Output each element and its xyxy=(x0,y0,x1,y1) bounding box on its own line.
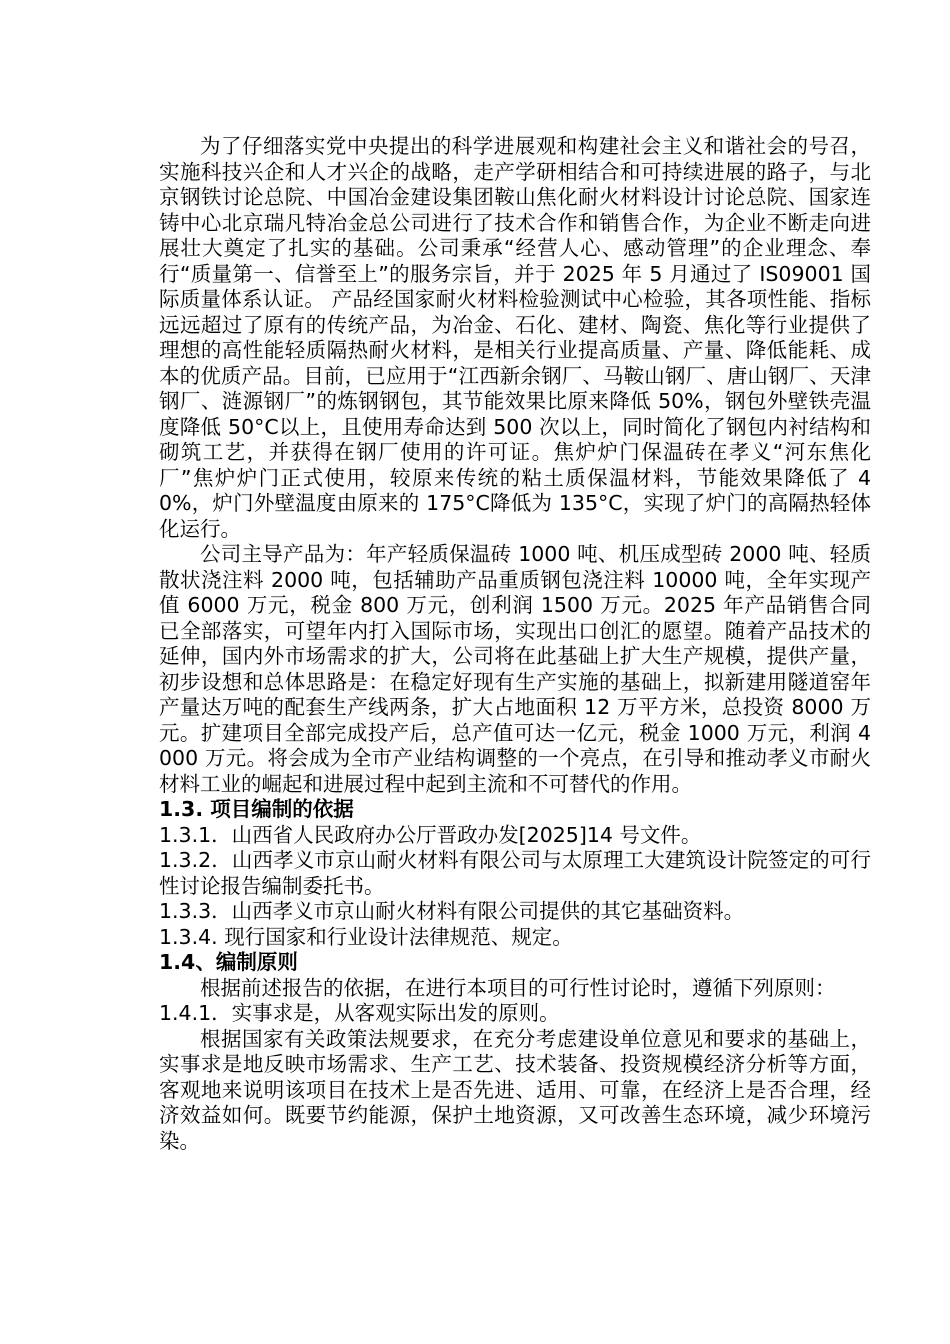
paragraph-main-products: 公司主导产品为：年产轻质保温砖 1000 吨、机压成型砖 2000 吨、轻质散状浇注料 2000 吨，包括辅助产品重质钢包浇注料 10000 吨，全年实现产值 6000 万元，税金 800 万元，创利润 1500 万元。2025 年产品销售合同已全部落实，可望年内打入国际市场，实现出口创汇的愿望。随着产品技术的延伸，国内外市场需求的扩大，公司将在此基础上扩大生产规模，提供产量，初步设想和总体思路是：在稳定好现有生产实施的基础上，拟新建用隧道窑年产量达万吨的配套生产线两条，扩大占地面积 12 万平方米，总投资 8000 万元。扩建项目全部完成投产后，总产值可达一亿元，税金 1000 万元，利润 4000 万元。将会成为全市产业结构调整的一个亮点，在引导和推动孝义市耐火材料工业的崛起和进展过程中起到主流和不可替代的作用。 xyxy=(159,542,871,796)
principles-intro: 根据前述报告的依据，在进行本项目的可行性讨论时，遵循下列原则： xyxy=(200,975,836,1000)
basis-item-3: 1.3.3．山西孝义市京山耐火材料有限公司提供的其它基础资料。 xyxy=(159,899,745,923)
basis-item-4: 1.3.4. 现行国家和行业设计法律规范、规定。 xyxy=(159,924,573,949)
basis-item-2: 1.3.2．山西孝义市京山耐火材料有限公司与太原理工大建筑设计院签定的可行性讨论报告编制委托书。 xyxy=(159,848,871,898)
section-heading-principles: 1.4、编制原则 xyxy=(159,950,298,974)
section-heading-basis: 1.3. 项目编制的依据 xyxy=(159,797,354,821)
principle-body: 根据国家有关政策法规要求，在充分考虑建设单位意见和要求的基础上，实事求是地反映市场需求、生产工艺、技术装备、投资规模经济分析等方面，客观地来说明该项目在技术上是否先进、适用、可靠，在经济上是否合理，经济效益如何。既要节约能源，保护土地资源，又可改善生态环境，减少环境污染。 xyxy=(159,1026,871,1153)
basis-item-1: 1.3.1．山西省人民政府办公厅晋政办发[2025]14 号文件。 xyxy=(159,822,702,847)
paragraph-cooperation: 为了仔细落实党中央提出的科学进展观和构建社会主义和谐社会的号召，实施科技兴企和人才兴企的战略，走产学研相结合和可持续进展的路子，与北京钢铁讨论总院、中国冶金建设集团鞍山焦化耐火材料设计讨论总院、国家连铸中心北京瑞凡特冶金总公司进行了技术合作和销售合作，为企业不断走向进展壮大奠定了扎实的基础。公司秉承“经营人心、感动管理”的企业理念、奉行“质量第一、信誉至上”的服务宗旨，并于 2025 年 5 月通过了 IS09001 国际质量体系认证。 产品经国家耐火材料检验测试中心检验，其各项性能、指标远远超过了原有的传统产品，为冶金、石化、建材、陶瓷、焦化等行业提供了理想的高性能轻质隔热耐火材料，是相关行业提高质量、产量、降低能耗、成本的优质产品。目前，已应用于“江西新余钢厂、马鞍山钢厂、唐山钢厂、天津钢厂、涟源钢厂”的炼钢钢包，其节能效果比原来降低 50%，钢包外壁铁壳温度降低 50°C以上，且使用寿命达到 500 次以上，同时简化了钢包内衬结构和砌筑工艺，并获得在钢厂使用的许可证。焦炉炉门保温砖在孝义“河东焦化厂”焦炉炉门正式使用，较原来传统的粘土质保温材料，节能效果降低了 40%，炉门外壁温度由原来的 175°C降低为 135°C，实现了炉门的高隔热轻体化运行。 xyxy=(159,134,871,541)
document-page xyxy=(159,134,871,1154)
principle-item-1: 1.4.1．实事求是，从客观实际出发的原则。 xyxy=(159,1001,560,1025)
